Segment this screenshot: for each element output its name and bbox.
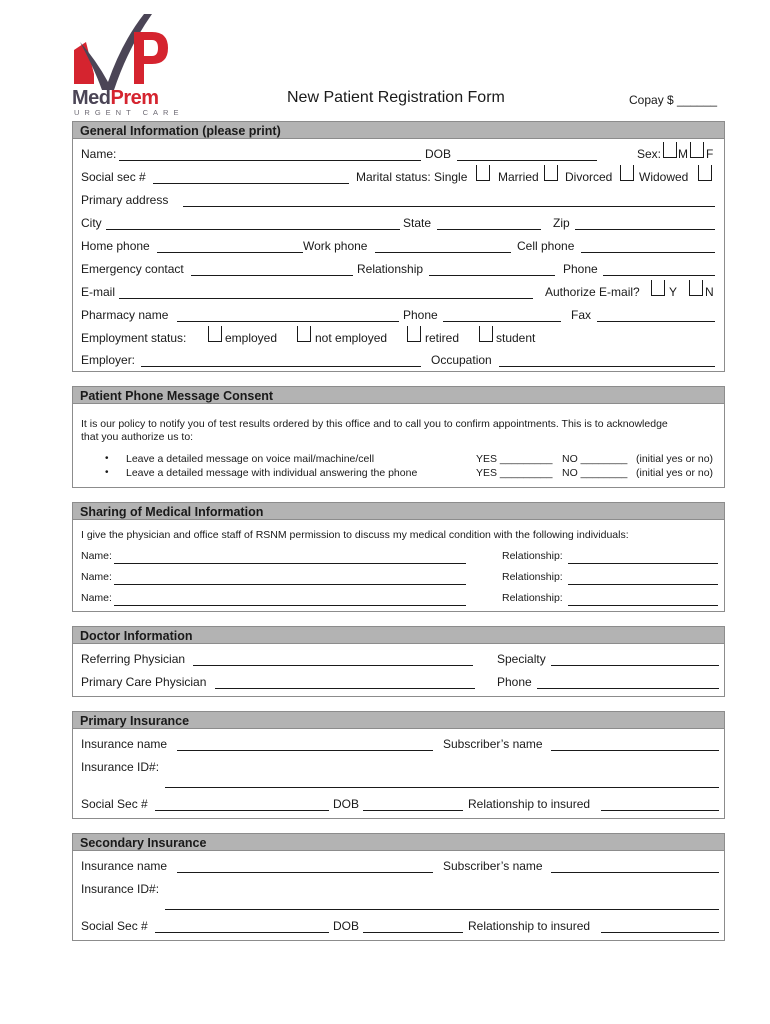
dob-field[interactable] <box>457 160 597 161</box>
insurance-name-field[interactable] <box>177 750 433 751</box>
insurance-name-label: Insurance name <box>81 737 168 751</box>
subscriber-name-field[interactable] <box>551 750 719 751</box>
copay-field[interactable]: Copay $ ______ <box>629 93 718 107</box>
sharing-relationship-label: Relationship: <box>502 571 563 583</box>
city-field[interactable] <box>106 229 400 230</box>
authorize-yes-label: Y <box>669 285 678 299</box>
social-sec-label: Social Sec # <box>81 797 148 811</box>
social-sec-row <box>81 919 726 935</box>
dob-label: DOB <box>333 797 360 811</box>
sharing-name-field[interactable] <box>114 563 466 564</box>
sex-label: Sex: <box>637 147 662 161</box>
widowed-label: Widowed <box>639 170 689 184</box>
consent-paragraph-line-2: that you authorize us to: <box>81 431 194 443</box>
consent-no-field[interactable]: NO ________ <box>562 467 628 479</box>
fax-label: Fax <box>571 308 592 322</box>
consent-note: (initial yes or no) <box>636 453 714 465</box>
doctor-phone-label: Phone <box>497 675 532 689</box>
name-label: Name: <box>81 147 117 161</box>
occupation-field[interactable] <box>499 366 715 367</box>
sharing-row <box>81 571 726 587</box>
sharing-paragraph: I give the physician and office staff of RSNM permission to discuss my medical condition with the following individuals: <box>81 529 629 541</box>
authorize-no-label: N <box>705 285 714 299</box>
dob-field[interactable] <box>363 810 463 811</box>
sex-f-checkbox[interactable] <box>690 142 704 158</box>
student-label: student <box>496 331 536 345</box>
emergency-contact-label: Emergency contact <box>81 262 184 276</box>
social-sec-label: Social sec # <box>81 170 146 184</box>
primary-address-field[interactable] <box>183 206 715 207</box>
sex-m-checkbox[interactable] <box>663 142 677 158</box>
insurance-name-field[interactable] <box>177 872 433 873</box>
emergency-phone-label: Phone <box>563 262 598 276</box>
pharmacy-phone-field[interactable] <box>443 321 561 322</box>
student-checkbox[interactable] <box>479 326 493 342</box>
insurance-id-row <box>81 760 726 776</box>
insurance-id-label: Insurance ID#: <box>81 760 160 774</box>
logo-wordmark: MedPrem <box>72 87 159 109</box>
sharing-row <box>81 592 726 608</box>
email-label: E-mail <box>81 285 116 299</box>
email-row <box>81 285 721 301</box>
bullet-icon: • <box>105 453 109 464</box>
section-heading: Primary Insurance <box>73 712 724 729</box>
state-label: State <box>403 216 432 230</box>
employment-row <box>81 331 721 347</box>
bullet-icon: • <box>105 467 109 478</box>
page-title: New Patient Registration Form <box>287 89 505 106</box>
sharing-name-label: Name: <box>81 571 112 583</box>
sharing-relationship-field[interactable] <box>568 605 718 606</box>
phone-consent-section <box>72 386 725 488</box>
emergency-phone-field[interactable] <box>603 275 715 276</box>
pharmacy-phone-label: Phone <box>403 308 438 322</box>
section-heading: Secondary Insurance <box>73 834 724 851</box>
primary-care-row <box>81 675 726 691</box>
consent-yes-field[interactable]: YES _________ <box>476 467 553 479</box>
authorize-email-no-checkbox[interactable] <box>689 280 703 296</box>
relationship-label: Relationship <box>357 262 424 276</box>
section-heading: General Information (please print) <box>73 122 724 139</box>
widowed-checkbox[interactable] <box>698 165 712 181</box>
consent-item-text: Leave a detailed message on voice mail/machine/cell <box>126 453 375 465</box>
dob-label: DOB <box>333 919 360 933</box>
sharing-relationship-field[interactable] <box>568 563 718 564</box>
social-sec-label: Social Sec # <box>81 919 148 933</box>
social-sec-field[interactable] <box>155 932 329 933</box>
cell-phone-field[interactable] <box>581 252 715 253</box>
fax-field[interactable] <box>597 321 715 322</box>
employer-row <box>81 353 721 369</box>
sharing-medical-info-section <box>72 502 725 612</box>
subscriber-name-field[interactable] <box>551 872 719 873</box>
authorize-email-yes-checkbox[interactable] <box>651 280 665 296</box>
emergency-contact-field[interactable] <box>191 275 353 276</box>
social-sec-field[interactable] <box>153 183 349 184</box>
sex-f-label: F <box>706 147 714 161</box>
dob-field[interactable] <box>363 932 463 933</box>
general-information-section <box>72 121 725 372</box>
sharing-name-field[interactable] <box>114 605 466 606</box>
sharing-relationship-label: Relationship: <box>502 550 563 562</box>
address-row <box>81 193 721 209</box>
city-row <box>81 216 721 232</box>
consent-no-field[interactable]: NO ________ <box>562 453 628 465</box>
employer-field[interactable] <box>141 366 421 367</box>
home-phone-field[interactable] <box>157 252 303 253</box>
pharmacy-name-field[interactable] <box>177 321 399 322</box>
sex-m-label: M <box>678 147 688 161</box>
insurance-name-row <box>81 737 726 753</box>
state-field[interactable] <box>437 229 541 230</box>
employed-checkbox[interactable] <box>208 326 222 342</box>
relationship-to-insured-field[interactable] <box>601 810 719 811</box>
consent-yes-field[interactable]: YES _________ <box>476 453 553 465</box>
relationship-to-insured-field[interactable] <box>601 932 719 933</box>
relationship-to-insured-label: Relationship to insured <box>468 797 591 811</box>
relationship-field[interactable] <box>429 275 555 276</box>
social-sec-row <box>81 797 726 813</box>
work-phone-field[interactable] <box>375 252 511 253</box>
occupation-label: Occupation <box>431 353 492 367</box>
divorced-checkbox[interactable] <box>620 165 634 181</box>
emergency-row <box>81 262 721 278</box>
consent-item <box>81 467 726 483</box>
referring-physician-label: Referring Physician <box>81 652 186 666</box>
pharmacy-row <box>81 308 721 324</box>
logo-tagline: URGENT CARE <box>74 108 184 117</box>
subscriber-name-label: Subscriber’s name <box>443 859 543 873</box>
consent-paragraph-line-1: It is our policy to notify you of test results ordered by this office and to call you to confirm appointments. This is to acknowledge <box>81 418 668 430</box>
phones-row <box>81 239 721 255</box>
insurance-name-row <box>81 859 726 875</box>
email-field[interactable] <box>119 298 533 299</box>
divorced-label: Divorced <box>565 170 613 184</box>
sharing-name-label: Name: <box>81 592 112 604</box>
secondary-insurance-section <box>72 833 725 941</box>
zip-label: Zip <box>553 216 570 230</box>
married-label: Married <box>498 170 539 184</box>
doctor-phone-field[interactable] <box>537 688 719 689</box>
sharing-name-field[interactable] <box>114 584 466 585</box>
retired-label: retired <box>425 331 460 345</box>
insurance-id-row <box>81 882 726 898</box>
referring-physician-field[interactable] <box>193 665 473 666</box>
employment-status-label: Employment status: <box>81 331 187 345</box>
name-field[interactable] <box>119 160 421 161</box>
not-employed-label: not employed <box>315 331 388 345</box>
specialty-field[interactable] <box>551 665 719 666</box>
employer-label: Employer: <box>81 353 136 367</box>
social-marital-row <box>81 170 721 186</box>
pharmacy-name-label: Pharmacy name <box>81 308 169 322</box>
insurance-name-label: Insurance name <box>81 859 168 873</box>
primary-care-physician-label: Primary Care Physician <box>81 675 207 689</box>
marital-status-label: Marital status: Single <box>356 170 468 184</box>
married-checkbox[interactable] <box>544 165 558 181</box>
doctor-information-section <box>72 626 725 697</box>
name-row <box>81 147 721 163</box>
sharing-row <box>81 550 726 566</box>
employed-label: employed <box>225 331 278 345</box>
retired-checkbox[interactable] <box>407 326 421 342</box>
zip-field[interactable] <box>575 229 715 230</box>
cell-phone-label: Cell phone <box>517 239 575 253</box>
relationship-to-insured-label: Relationship to insured <box>468 919 591 933</box>
insurance-id-field[interactable] <box>165 909 719 910</box>
referring-row <box>81 652 726 668</box>
work-phone-label: Work phone <box>303 239 368 253</box>
specialty-label: Specialty <box>497 652 546 666</box>
social-sec-field[interactable] <box>155 810 329 811</box>
sharing-relationship-field[interactable] <box>568 584 718 585</box>
section-heading: Sharing of Medical Information <box>73 503 724 520</box>
section-heading: Doctor Information <box>73 627 724 644</box>
primary-insurance-section <box>72 711 725 819</box>
insurance-id-field[interactable] <box>165 787 719 788</box>
section-heading: Patient Phone Message Consent <box>73 387 724 404</box>
sharing-name-label: Name: <box>81 550 112 562</box>
sharing-relationship-label: Relationship: <box>502 592 563 604</box>
single-checkbox[interactable] <box>476 165 490 181</box>
city-label: City <box>81 216 102 230</box>
subscriber-name-label: Subscriber’s name <box>443 737 543 751</box>
authorize-email-label: Authorize E-mail? <box>545 285 640 299</box>
dob-label: DOB <box>425 147 452 161</box>
insurance-id-label: Insurance ID#: <box>81 882 160 896</box>
primary-care-physician-field[interactable] <box>215 688 475 689</box>
consent-note: (initial yes or no) <box>636 467 714 479</box>
consent-item-text: Leave a detailed message with individual answering the phone <box>126 467 418 479</box>
not-employed-checkbox[interactable] <box>297 326 311 342</box>
home-phone-label: Home phone <box>81 239 150 253</box>
primary-address-label: Primary address <box>81 193 169 207</box>
